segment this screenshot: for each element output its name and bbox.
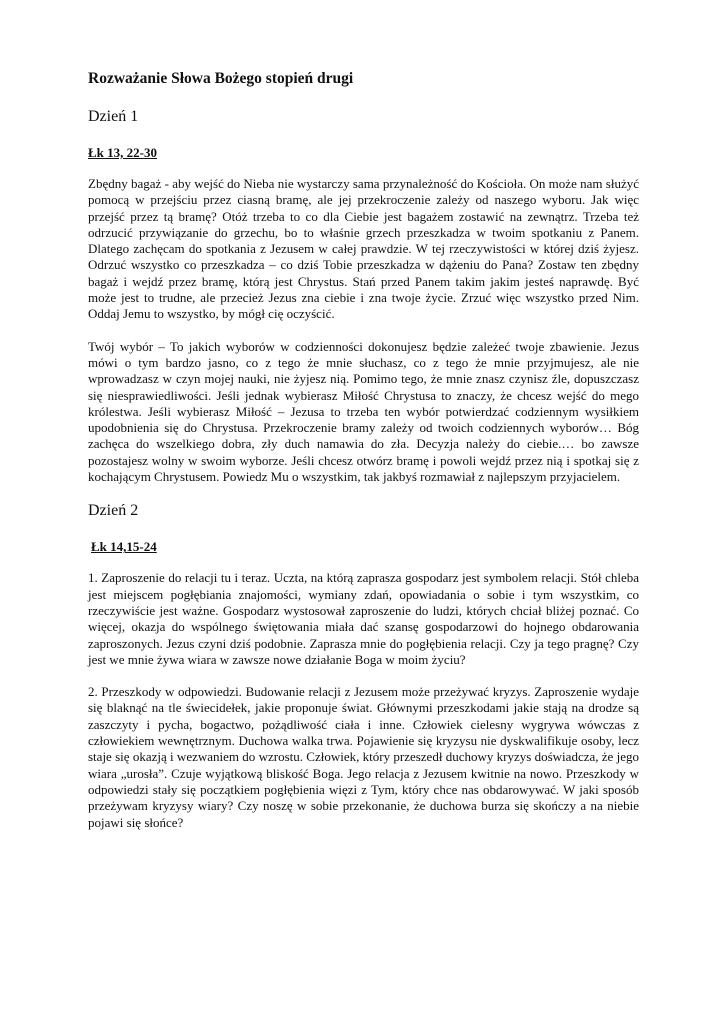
document-title: Rozważanie Słowa Bożego stopień drugi xyxy=(88,70,354,87)
day-2-scripture-reference: Łk 14,15-24 xyxy=(91,539,157,555)
day-1-heading: Dzień 1 xyxy=(88,108,139,125)
day-1-section xyxy=(88,107,639,485)
day-1-paragraph-1: Zbędny bagaż - aby wejść do Nieba nie wystarczy sama przynależność do Kościoła. On może nam służyć pomocą w przejściu przez ciasną bramę, ale jej przekroczenie zależy od naszego wyboru. Jak więc przejść przez tą bramę? Otóż trzeba to co dla Ciebie jest bagażem zostawić na zewnątrz. Trzeba też odrzucić przywiązanie do grzechu, bo to właśnie grzech przeszkadza w twoim spotkaniu z Panem. Dlatego zachęcam do spotkania z Jezusem w całej prawdzie. W tej rzeczywistości w której dziś żyjesz. Odrzuć wszystko co przeszkadza – co dziś Tobie przeszkadza w dążeniu do Pana? Zostaw ten zbędny bagaż i wejdź przez bramę, którą jest Chrystus. Stań przed Panem takim jakim jesteś naprawdę. Być może jest to trudne, ale przecież Jezus zna ciebie i zna twoje życie. Zrzuć więc wszystko przed Nim. Oddaj Jemu to wszystko, by mógł cię oczyścić. xyxy=(88,176,639,322)
day-1-paragraph-2: Twój wybór – To jakich wyborów w codzienności dokonujesz będzie zależeć twoje zbawienie. Jezus mówi o tym bardzo jasno, co z tego że mnie słuchasz, co z tego że mnie przyjmujesz, ale nie wprowadzasz w czyn mojej nauki, nie żyjesz nią. Pomimo tego, że mnie znasz czynisz źle, dopuszczasz się niesprawiedliwości. Jeśli jednak wybierasz Miłość Chrystusa to znaczy, że chcesz wejść do mego królestwa. Jeśli wybierasz Miłość – Jezusa to trzeba ten wybór potwierdzać codziennym wysiłkiem upodobnienia się do Chrystusa. Przekroczenie bramy zależy od twoich codziennych wyborów… Bóg zachęca do wszelkiego dobra, zły duch namawia do zła. Decyzja należy do ciebie.… bo zawsze pozostajesz wolny w swoim wyborze. Jeśli chcesz otwórz bramę i powoli wejdź przez nią i spotkaj się z kochającym Chrystusem. Powiedz Mu o wszystkim, tak jakbyś rozmawiał z najlepszym przyjacielem. xyxy=(88,338,639,485)
day-1-scripture-reference: Łk 13, 22-30 xyxy=(88,145,157,160)
day-2-paragraph-1: 1. Zaproszenie do relacji tu i teraz. Uczta, na którą zaprasza gospodarz jest symbolem relacji. Stół chleba jest miejscem pogłębiania znajomości, wymiany zdań, opowiadania o sobie i tym wszystkim, co rzeczywiście jest ważne. Gospodarz wystosował zaproszenie do ludzi, których chciał bliżej poznać. Co więcej, okazja do wspólnego świętowania miała dać szansę gospodarzowi do hojnego obdarowania zaproszonych. Jezus czyni dziś podobnie. Zaprasza mnie do pogłębienia relacji. Czy ja tego pragnę? Czy jest we mnie żywa wiara w zawsze nowe działanie Boga w moim życiu? xyxy=(88,570,639,667)
document-page xyxy=(88,70,639,847)
day-2-heading: Dzień 2 xyxy=(88,502,139,520)
day-2-section xyxy=(88,501,639,830)
day-2-paragraph-2: 2. Przeszkody w odpowiedzi. Budowanie relacji z Jezusem może przeżywać kryzys. Zaproszenie wydaje się blaknąć na tle świecidełek, jakie proponuje świat. Głównymi przeszkodami jakie stają na drodze są zaszczyty i pycha, bogactwo, pożądliwość ciała i inne. Człowiek cielesny wygrywa wówczas z człowiekiem wewnętrznym. Duchowa walka trwa. Pojawienie się kryzysu nie dyskwalifikuje osoby, lecz staje się okazją i wezwaniem do wzrostu. Człowiek, który przeszedł duchowy kryzys doświadcza, że jego wiara „urosła”. Czuje wyjątkową bliskość Boga. Jego relacja z Jezusem kwitnie na nowo. Przeszkody w odpowiedzi stały się początkiem pogłębienia więzi z Tym, który chce nas obdarowywać. W jaki sposób przeżywam kryzysy wiary? Czy noszę w sobie przekonanie, że duchowa burza się skończy a na niebie pojawi się słońce? xyxy=(88,684,639,830)
